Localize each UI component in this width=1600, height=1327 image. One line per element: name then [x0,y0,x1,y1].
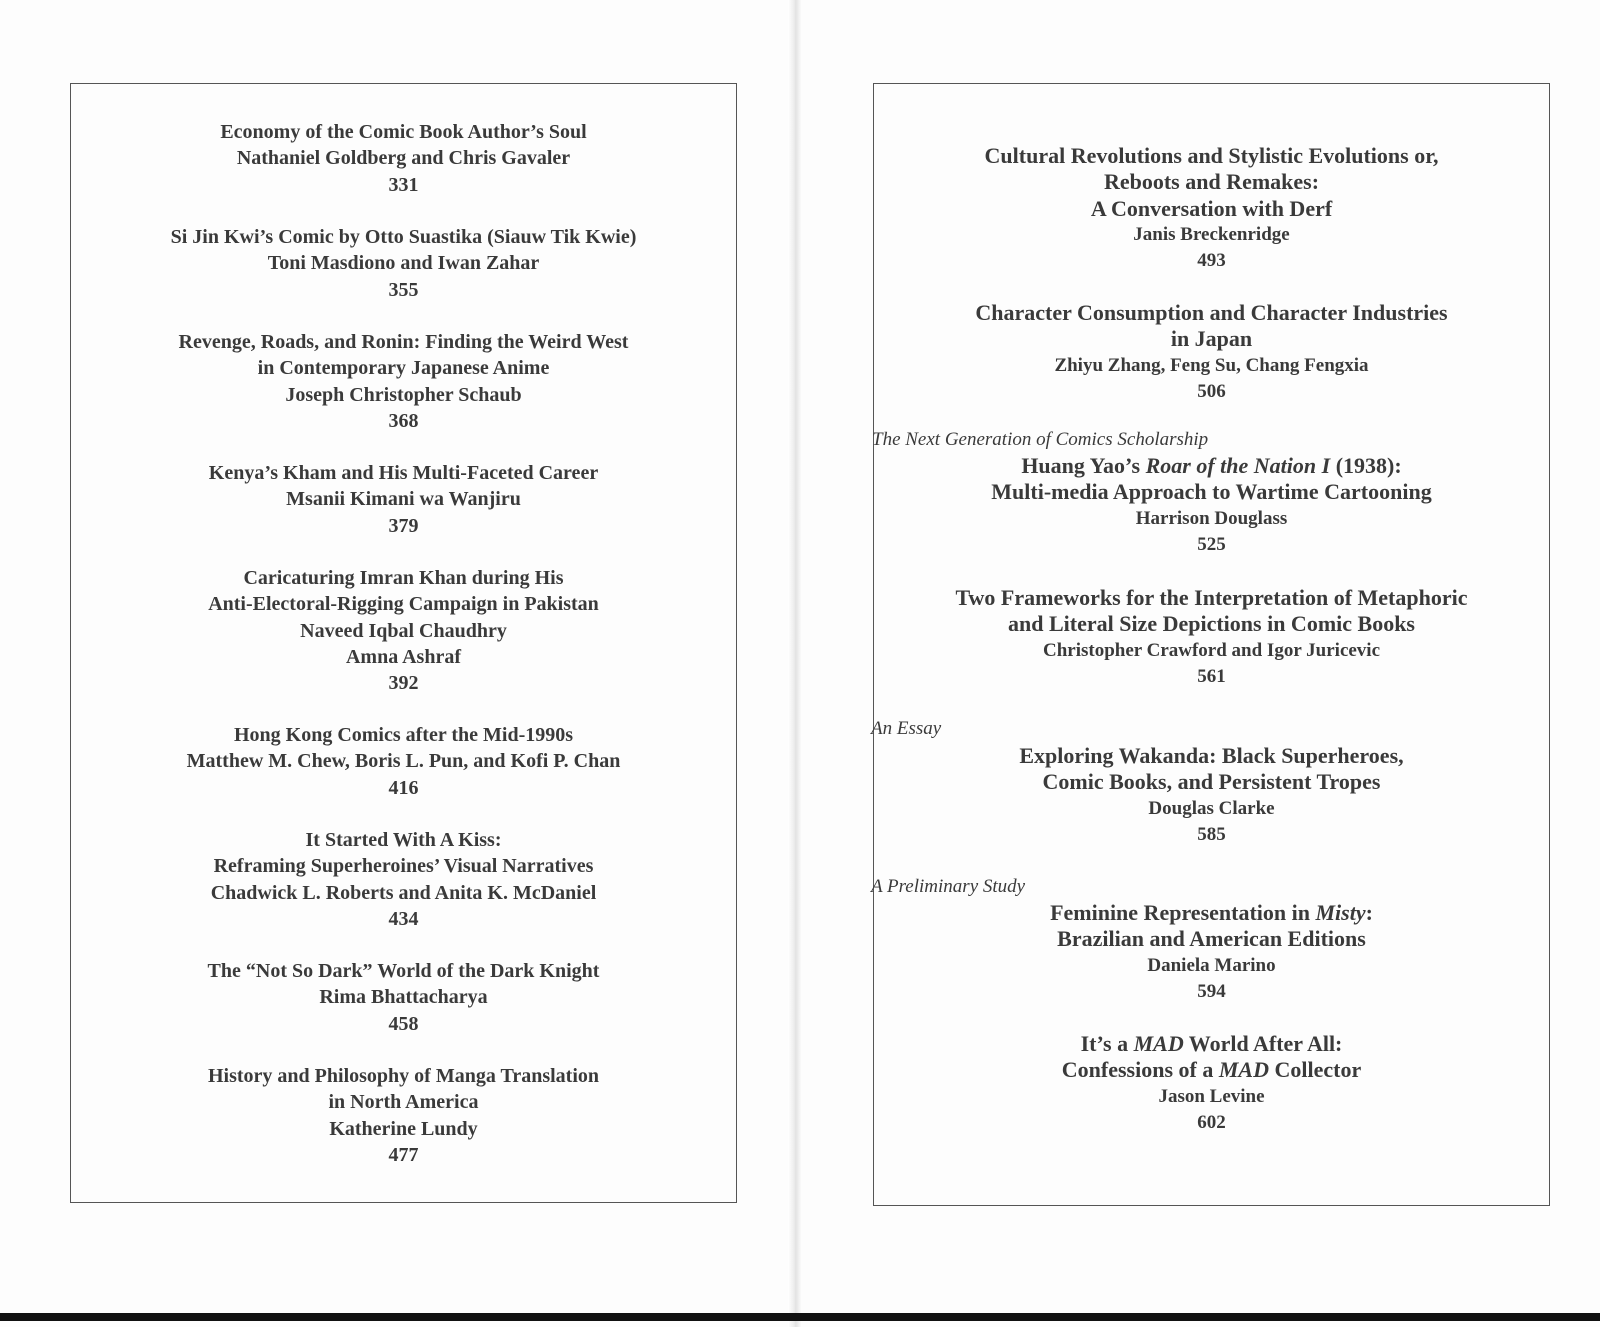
entry-page-number: 506 [1197,380,1226,402]
entry-title: Cultural Revolutions and Stylistic Evolutions or, [984,143,1439,168]
toc-entry [71,329,736,434]
entry-title [874,900,1549,926]
entry-page-number: 602 [1197,1111,1226,1133]
entry-author: Douglas Clarke [1148,797,1275,819]
title-text: (1938): [1330,453,1402,478]
entry-title: The “Not So Dark” World of the Dark Knight [207,960,600,982]
toc-entry [71,460,736,539]
toc-entry [71,224,736,303]
entry-page-number: 355 [388,278,419,301]
entry-author: Katherine Lundy [329,1117,478,1140]
entry-page-number: 594 [1197,980,1226,1002]
entry-title: Exploring Wakanda: Black Superheroes, [1019,743,1404,768]
entry-page-number: 525 [1197,533,1226,555]
title-text: World After All: [1183,1031,1343,1056]
entry-title: in Japan [1170,326,1253,352]
entry-title: Two Frameworks for the Interpretation of Metaphoric [955,585,1468,610]
toc-entry [874,900,1549,1005]
entry-title: A Conversation with Derf [1090,195,1333,221]
entry-title: Kenya’s Kham and His Multi-Faceted Career [208,462,599,484]
toc-entry [71,722,736,801]
title-text: Huang Yao’s [1021,453,1146,478]
entry-author: Zhiyu Zhang, Feng Su, Chang Fengxia [1054,354,1369,376]
entry-author: Jason Levine [1158,1085,1265,1107]
entry-title: Character Consumption and Character Industries [975,300,1448,325]
entry-title [874,453,1549,479]
title-text: Feminine Representation in [1050,900,1316,925]
entry-author: Matthew M. Chew, Boris L. Pun, and Kofi P. Chan [186,750,621,773]
entry-title: Si Jin Kwi’s Comic by Otto Suastika (Siauw Tik Kwie) [170,226,637,248]
entry-author: Amna Ashraf [345,645,461,668]
title-text: Confessions of a [1061,1057,1219,1083]
book-gutter [788,0,802,1327]
section-heading: A Preliminary Study [871,876,1026,897]
entry-author: Janis Breckenridge [1133,223,1290,245]
entry-title: It Started With A Kiss: [305,829,502,851]
entry-page-number: 416 [388,776,419,799]
title-text: Collector [1268,1057,1362,1083]
entry-title: Brazilian and American Editions [1057,926,1366,952]
entry-page-number: 379 [388,514,419,537]
title-text: It’s a [1080,1031,1134,1056]
section-heading: An Essay [871,718,942,739]
entry-title: Anti-Electoral-Rigging Campaign in Pakistan [208,593,599,616]
entry-title: in Contemporary Japanese Anime [257,357,550,380]
title-italic-text: Misty [1315,900,1366,925]
entry-title: Revenge, Roads, and Ronin: Finding the Weird West [178,331,629,353]
entry-page-number: 493 [1197,250,1226,272]
entry-author: Nathaniel Goldberg and Chris Gavaler [236,147,571,170]
toc-entry [71,958,736,1037]
title-italic-text: Roar of the Nation I [1145,453,1331,478]
toc-entry [71,827,736,932]
entry-title [874,1031,1549,1057]
toc-entry [874,300,1549,405]
entry-author: Naveed Iqbal Chaudhry [300,619,507,642]
entry-author: Daniela Marino [1147,954,1276,976]
title-italic-text: MAD [1218,1057,1269,1083]
entry-title [874,1057,1549,1083]
entry-title: Comic Books, and Persistent Tropes [1042,769,1381,795]
entry-author: Toni Masdiono and Iwan Zahar [267,252,540,275]
entry-title: Hong Kong Comics after the Mid-1990s [233,724,574,746]
toc-entry [874,143,1549,274]
entry-author: Harrison Douglass [1135,507,1288,529]
entry-page-number: 585 [1197,823,1226,845]
toc-entry [874,453,1549,558]
entry-title: in North America [328,1091,479,1114]
entry-page-number: 434 [388,907,419,930]
toc-entry [71,565,736,696]
entry-page-number: 477 [388,1143,419,1166]
toc-entry [874,1031,1549,1136]
entry-author: Rima Bhattacharya [319,986,488,1009]
entry-title: Reboots and Remakes: [1103,169,1320,195]
toc-entry [71,119,736,198]
left-page-frame [70,83,737,1203]
page-bottom-edge [0,1313,1600,1321]
entry-author: Joseph Christopher Schaub [285,383,522,406]
entry-page-number: 392 [388,672,419,695]
entry-title: History and Philosophy of Manga Translation [208,1065,599,1087]
entry-author: Msanii Kimani wa Wanjiru [286,488,521,511]
toc-entry [874,743,1549,848]
entry-title: and Literal Size Depictions in Comic Books [1007,611,1415,637]
entry-page-number: 331 [388,173,419,196]
entry-title: Economy of the Comic Book Author’s Soul [220,121,587,143]
entry-title: Reframing Superheroines’ Visual Narratives [213,855,594,878]
toc-entry [71,1063,736,1168]
title-italic-text: MAD [1133,1031,1184,1056]
entry-title: Multi-media Approach to Wartime Cartooning [991,479,1432,505]
entry-page-number: 561 [1197,665,1226,687]
right-page-frame [873,83,1550,1206]
section-heading: The Next Generation of Comics Scholarship [872,429,1209,450]
entry-author: Christopher Crawford and Igor Juricevic [1042,639,1381,661]
entry-page-number: 458 [388,1012,419,1035]
toc-entry [874,585,1549,690]
entry-title: Caricaturing Imran Khan during His [243,567,564,589]
title-text: : [1365,900,1373,925]
entry-author: Chadwick L. Roberts and Anita K. McDaniel [210,881,597,904]
entry-page-number: 368 [388,409,419,432]
